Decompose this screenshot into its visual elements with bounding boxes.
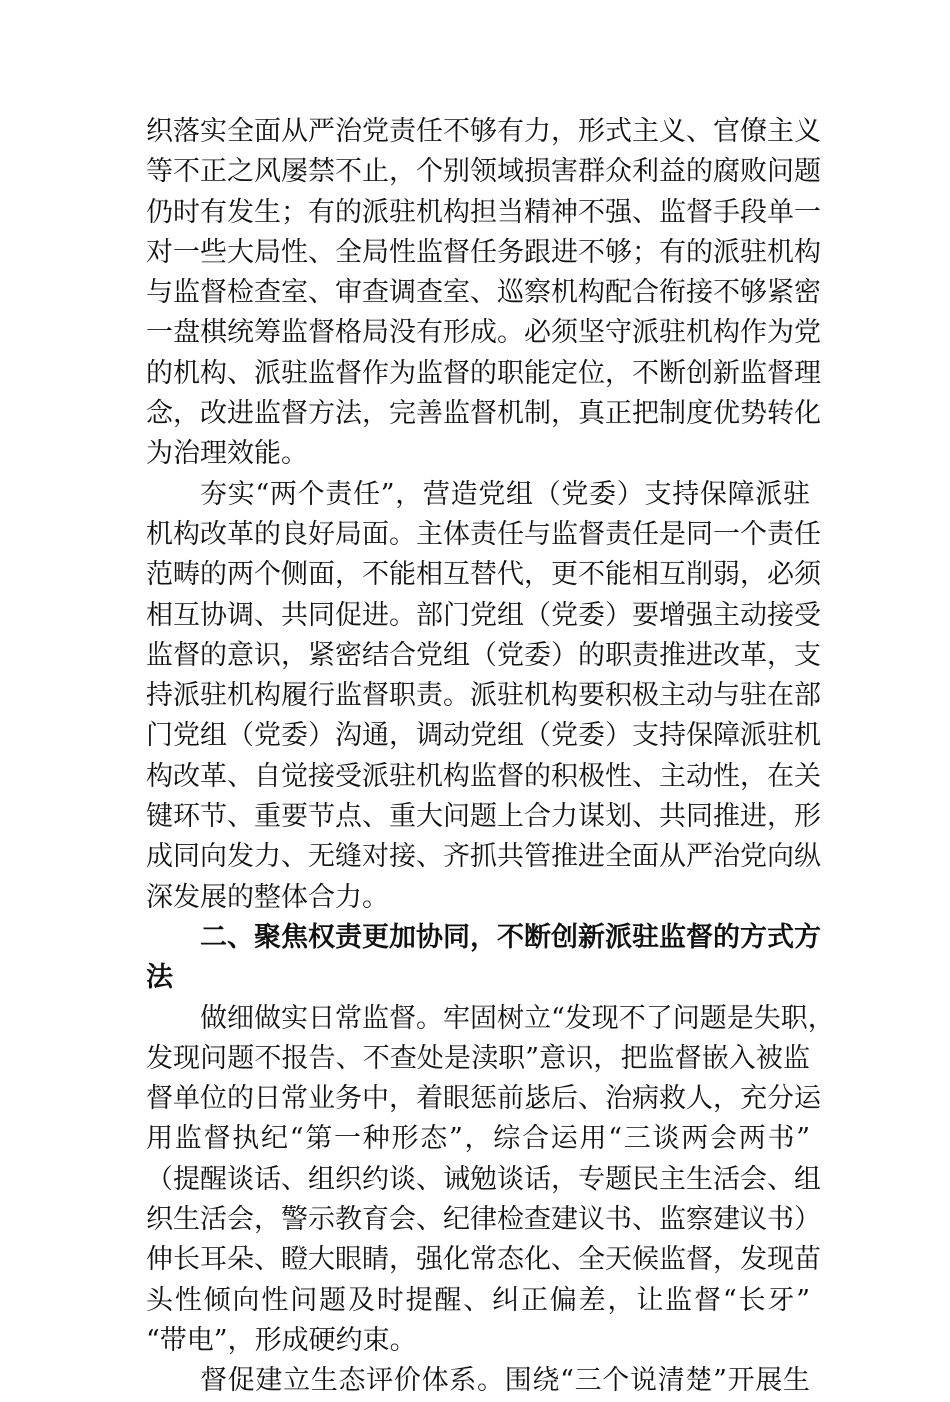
paragraph-2: [146, 475, 821, 918]
text-line: 成同向发力、无缝对接、齐抓共管推进全面从严治党向纵: [146, 841, 821, 873]
text-line: 深发展的整体合力。: [146, 881, 389, 913]
text-line: 构改革、自觉接受派驻机构监督的积极性、主动性，在关: [146, 760, 821, 792]
text-line: （提醒谈话、组织约谈、诫勉谈话，专题民主生活会、组: [146, 1163, 821, 1195]
text-line: 发现问题不报告、不查处是渎职”意识，把监督嵌入被监: [146, 1042, 810, 1074]
text-line: 用监督执纪“第一种形态”，综合运用“三谈两会两书”: [146, 1123, 810, 1155]
text-line: 键环节、重要节点、重大问题上合力谋划、共同推进，形: [146, 801, 821, 833]
text-line: 机构改革的良好局面。主体责任与监督责任是同一个责任: [146, 518, 821, 550]
text-line: 的机构、派驻监督作为监督的职能定位，不断创新监督理: [146, 357, 821, 389]
text-line: 为治理效能。: [146, 438, 308, 470]
text-line: 持派驻机构履行监督职责。派驻机构要积极主动与驻在部: [146, 680, 821, 712]
text-line: 仍时有发生；有的派驻机构担当精神不强、监督手段单一: [146, 196, 821, 228]
text-line: “带电”，形成硬约束。: [146, 1324, 417, 1356]
paragraph-4: [146, 1361, 810, 1401]
text-line: 织落实全面从严治党责任不够有力，形式主义、官僚主义: [146, 116, 821, 147]
section-heading: [146, 918, 821, 999]
heading-line: 二、聚焦权责更加协同，不断创新派驻监督的方式方: [200, 921, 821, 953]
text-line: 督单位的日常业务中，着眼惩前毖后、治病救人，充分运: [146, 1083, 821, 1115]
paragraph-3: [146, 999, 835, 1362]
text-line: 相互协调、共同促进。部门党组（党委）要增强主动接受: [146, 599, 821, 631]
paragraph-1: [146, 112, 821, 475]
text-line: 一盘棋统筹监督格局没有形成。必须坚守派驻机构作为党: [146, 317, 821, 349]
text-line: 与监督检查室、审查调查室、巡察机构配合衔接不够紧密: [146, 277, 821, 309]
text-line: 范畴的两个侧面，不能相互替代，更不能相互削弱，必须: [146, 559, 821, 591]
text-line: 做细做实日常监督。牢固树立“发现不了问题是失职，: [200, 1002, 835, 1034]
document-body: [146, 112, 835, 1402]
text-line: 织生活会，警示教育会、纪律检查建议书、监察建议书）: [146, 1204, 821, 1236]
text-line: 伸长耳朵、瞪大眼睛，强化常态化、全天候监督，发现苗: [146, 1244, 821, 1276]
text-line: 督促建立生态评价体系。围绕“三个说清楚”开展生: [200, 1365, 810, 1397]
text-line: 等不正之风屡禁不止，个别领域损害群众利益的腐败问题: [146, 156, 821, 188]
heading-line: 法: [146, 962, 173, 994]
text-line: 夯实“两个责任”，营造党组（党委）支持保障派驻: [200, 478, 810, 510]
text-line: 头性倾向性问题及时提醒、纠正偏差，让监督“长牙”: [146, 1284, 810, 1316]
text-line: 念，改进监督方法，完善监督机制，真正把制度优势转化: [146, 398, 821, 430]
text-line: 对一些大局性、全局性监督任务跟进不够；有的派驻机构: [146, 236, 821, 268]
text-line: 监督的意识，紧密结合党组（党委）的职责推进改革，支: [146, 639, 821, 671]
text-line: 门党组（党委）沟通，调动党组（党委）支持保障派驻机: [146, 720, 821, 752]
